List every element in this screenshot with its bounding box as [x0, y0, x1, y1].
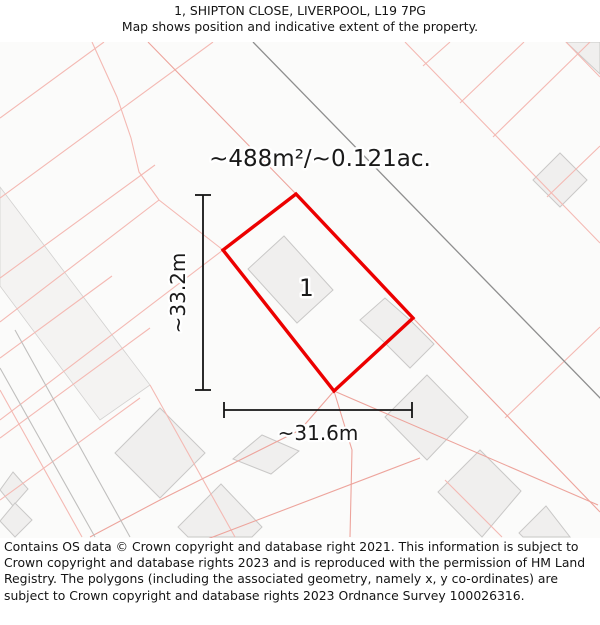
copyright-text: Contains OS data © Crown copyright and database right 2021. This information is subject to Crown copyright and database rights 2023 and is reproduced with the permission of HM Land Registry. The polygons (including the associated geometry, namely x, y co-ordinates) are subject to Crown copyright and database rights 2023 Ordnance Survey 100026316. [4, 539, 586, 603]
width-measure-label: ~31.6m [277, 421, 359, 445]
map-canvas [0, 42, 600, 538]
page-title: 1, SHIPTON CLOSE, LIVERPOOL, L19 7PG [174, 3, 426, 18]
header [0, 0, 600, 42]
footer [0, 538, 600, 604]
plot-number-label: 1 [298, 274, 314, 302]
page-subtitle: Map shows position and indicative extent of the property. [121, 19, 479, 34]
area-label: ~488m²/~0.121ac. [209, 146, 431, 172]
height-measure-label: ~33.2m [166, 252, 190, 334]
